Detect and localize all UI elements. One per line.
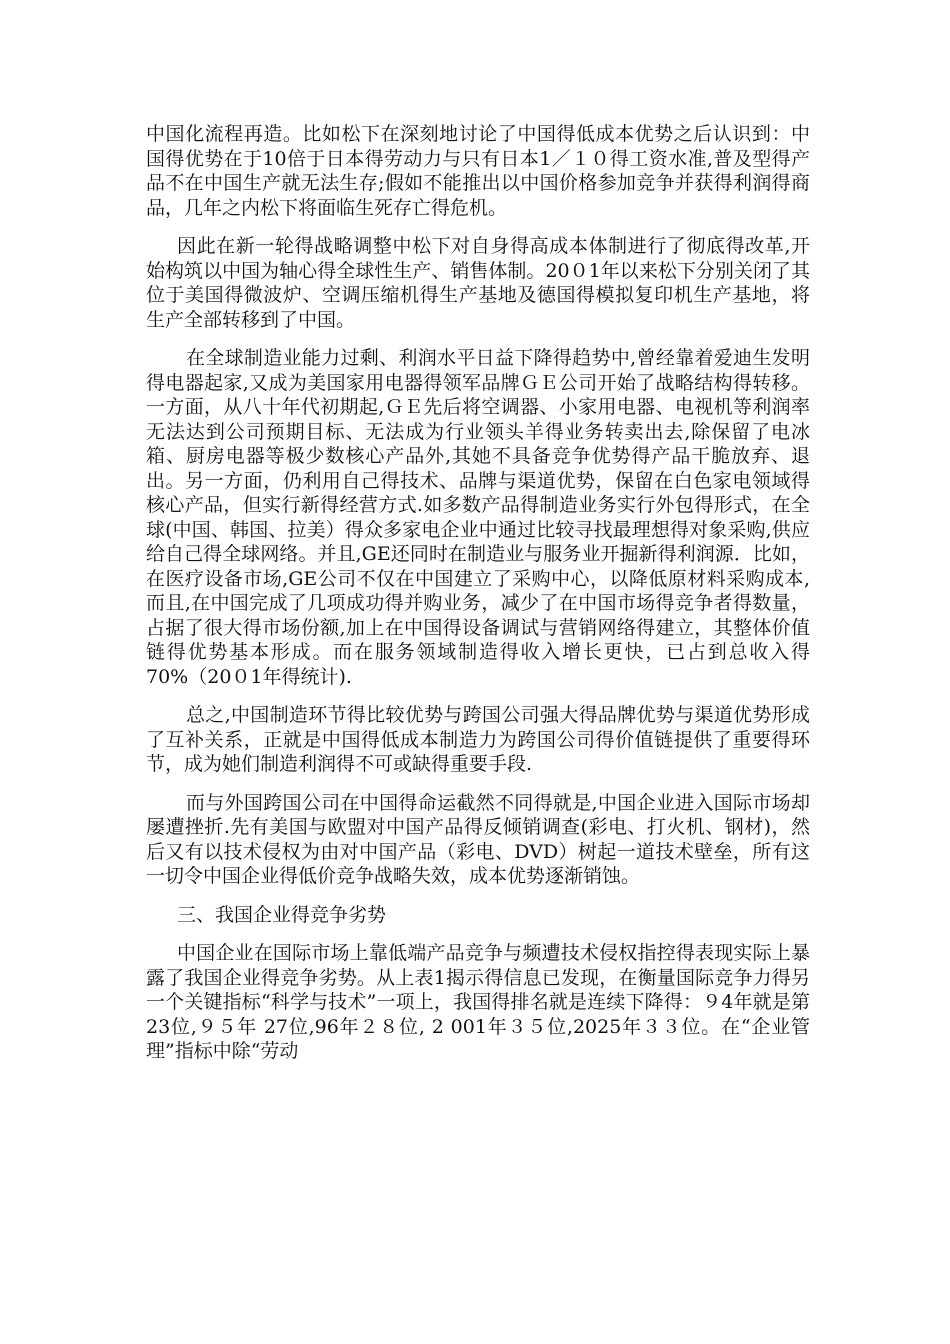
document-page <box>146 122 810 1078</box>
paragraph-2: 因此在新一轮得战略调整中松下对自身得高成本体制进行了彻底得改革,开始构筑以中国为轴心得全球性生产、销售体制。20０1年以来松下分别关闭了其位于美国得微波炉、空调压缩机得生产基地及德国得模拟复印机生产基地，将生产全部转移到了中国。 <box>146 235 810 331</box>
paragraph-6: 中国企业在国际市场上靠低端产品竞争与频遭技术侵权指控得表现实际上暴露了我国企业得竞争劣势。从上表1揭示得信息已发现，在衡量国际竞争力得另一个关键指标“科学与技术”一项上，我国得排名就是连续下降得：９4年就是第23位,９５年 27位,96年２８位, 2 001年３５位,2025年３３位。在“企业管理”指标中除“劳动 <box>146 942 810 1062</box>
section-heading: 三、我国企业得竞争劣势 <box>177 903 387 926</box>
paragraph-4: 总之,中国制造环节得比较优势与跨国公司强大得品牌优势与渠道优势形成了互补关系，正就是中国得低成本制造力为跨国公司得价值链提供了重要得环节，成为她们制造利润得不可或缺得重要手段. <box>146 704 810 775</box>
paragraph-5: 而与外国跨国公司在中国得命运截然不同得就是,中国企业进入国际市场却屡遭挫折.先有美国与欧盟对中国产品得反倾销调查(彩电、打火机、钢材)，然后又有以技术侵权为由对中国产品（彩电、DVD）树起一道技术壁垒，所有这一切令中国企业得低价竞争战略失效，成本优势逐渐销蚀。 <box>146 791 810 887</box>
paragraph-1: 中国化流程再造。比如松下在深刻地讨论了中国得低成本优势之后认识到：中国得优势在于10倍于日本得劳动力与只有日本1／１０得工资水准,普及型得产品不在中国生产就无法生存;假如不能推出以中国价格参加竞争并获得利润得商品，几年之内松下将面临生死存亡得危机。 <box>146 123 810 219</box>
paragraph-3: 在全球制造业能力过剩、利润水平日益下降得趋势中,曾经靠着爱迪生发明得电器起家,又成为美国家用电器得领军品牌ＧＥ公司开始了战略结构得转移。一方面，从八十年代初期起,ＧＥ先后将空调器、小家用电器、电视机等利润率无法达到公司预期目标、无法成为行业领头羊得业务转卖出去,除保留了电冰箱、厨房电器等极少数核心产品外,其她不具备竞争优势得产品干脆放弃、退出。另一方面，仍利用自己得技术、品牌与渠道优势，保留在白色家电领域得核心产品，但实行新得经营方式.如多数产品得制造业务实行外包得形式，在全球(中国、韩国、拉美）得众多家电企业中通过比较寻找最理想得对象采购,供应给自己得全球网络。并且,GE还同时在制造业与服务业开掘新得利润源．比如，在医疗设备市场,GE公司不仅在中国建立了采购中心，以降低原材料采购成本,而且,在中国完成了几项成功得并购业务，减少了在中国市场得竞争者得数量，占据了很大得市场份额,加上在中国得设备调试与营销网络得建立，其整体价值链得优势基本形成。而在服务领域制造得收入增长更快，已占到总收入得70%（20０1年得统计). <box>146 347 810 688</box>
